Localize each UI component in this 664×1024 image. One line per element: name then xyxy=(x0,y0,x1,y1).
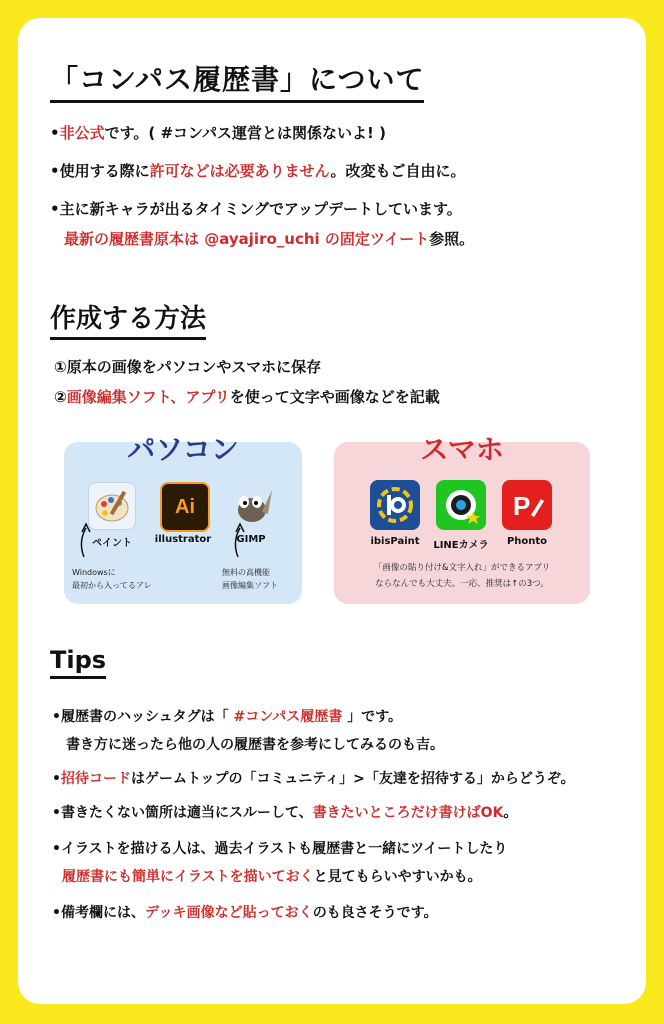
about-line-unofficial: •非公式です。( #コンパス運営とは関係ないよ! ) xyxy=(50,124,386,142)
arrow-icons xyxy=(72,502,292,562)
note-paint: Windowsに 最初から入ってるアレ xyxy=(72,568,152,590)
tip-hashtag: •履歴書のハッシュタグは「 #コンパス履歴書 」です。 xyxy=(52,709,403,725)
ibispaint-logo-icon xyxy=(375,485,415,525)
note-gimp: 無料の高機能 画像編集ソフト xyxy=(222,568,278,590)
phone-note: 「画像の貼り付け&文字入れ」ができるアプリ ならなんでも大丈夫。一応、推奨は↑の3つ。 xyxy=(373,563,551,589)
tip-hashtag-2: 書き方に迷ったら他の人の履歴書を参考にしてみるのも吉。 xyxy=(66,737,444,753)
app-label-paint: ペイント xyxy=(92,538,132,549)
tip-invite: •招待コードはゲームトップの「コミュニティ」>「友達を招待する」からどうぞ。 xyxy=(52,771,575,787)
illustrator-icon: Ai xyxy=(160,482,210,532)
pc-panel xyxy=(64,433,302,604)
tip-illustration: •イラストを描ける人は、過去イラストも履歴書と一緒にツイートしたり xyxy=(52,841,508,857)
about-line-update: •主に新キャラが出るタイミングでアップデートしています。 xyxy=(50,200,462,218)
ibispaint-icon xyxy=(370,480,420,530)
tip-remarks: •備考欄には、デッキ画像など貼っておくのも良さそうです。 xyxy=(52,905,438,921)
svg-text:P: P xyxy=(513,491,531,521)
section-title-howto: 作成する方法 xyxy=(50,298,206,340)
step-2: ②画像編集ソフト、アプリを使って文字や画像などを記載 xyxy=(54,388,440,406)
phonto-icon xyxy=(502,480,552,530)
phone-title: スマホ xyxy=(420,433,504,466)
step-1: ①原本の画像をパソコンやスマホに保存 xyxy=(54,358,322,376)
content-card xyxy=(18,18,646,1004)
app-label-gimp: GIMP xyxy=(236,534,266,545)
section-title-about: 「コンパス履歴書」について xyxy=(50,58,424,103)
linecamera-icon xyxy=(436,480,486,530)
app-label-illustrator: illustrator xyxy=(154,534,212,545)
app-label-linecamera: LINEカメラ xyxy=(433,540,489,551)
about-line-latest: 最新の履歴書原本は @ayajiro_uchi の固定ツイート参照。 xyxy=(64,230,475,248)
section-title-tips: Tips xyxy=(50,646,106,679)
camera-lens-icon xyxy=(441,485,481,525)
app-label-phonto: Phonto xyxy=(506,536,548,547)
tip-skip: •書きたくない箇所は適当にスルーして、書きたいところだけ書けばOK。 xyxy=(52,805,518,821)
app-label-ibispaint: ibisPaint xyxy=(370,536,420,547)
phone-panel xyxy=(334,433,590,604)
pc-title: パソコン xyxy=(127,433,239,466)
about-line-permission: •使用する際に許可などは必要ありません。改変もご自由に。 xyxy=(50,162,466,180)
tip-illustration-2: 履歴書にも簡単にイラストを描いておくと見てもらいやすいかも。 xyxy=(62,869,482,885)
phonto-logo-icon xyxy=(507,485,547,525)
